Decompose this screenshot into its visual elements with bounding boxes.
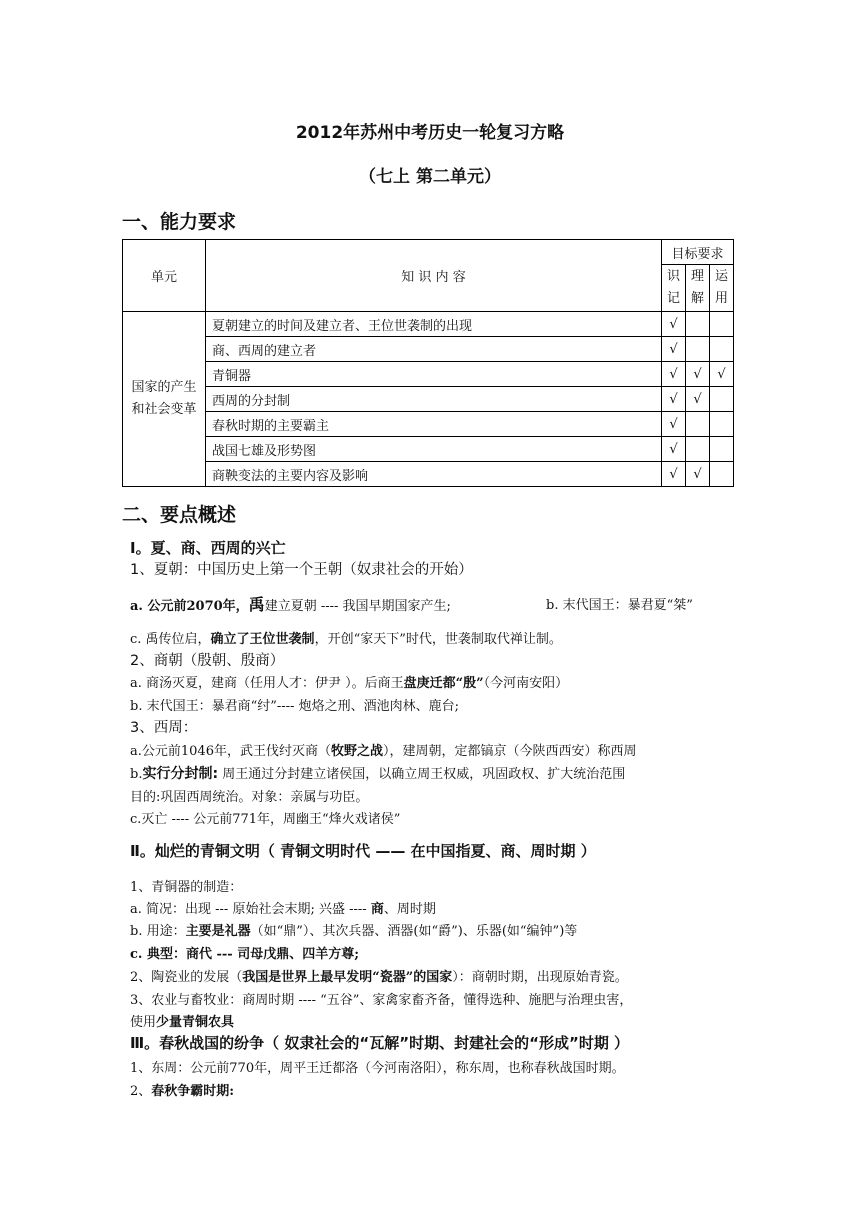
text-line: b. 末代国王：暴君商“纣”---- 炮烙之刑、酒池肉林、鹿台; bbox=[130, 699, 459, 714]
content-cell: 战国七雄及形势图 bbox=[206, 437, 662, 462]
ability-table bbox=[122, 239, 734, 487]
part-heading-2: Ⅱ。灿烂的青铜文明（ 青铜文明时代 —— 在中国指夏、商、周时期 ） bbox=[130, 842, 596, 860]
table-row bbox=[123, 337, 734, 362]
part-heading-1: Ⅰ。夏、商、西周的兴亡 bbox=[130, 539, 286, 557]
text-line: a. 公元前2070年，禹建立夏朝 ---- 我国早期国家产生; bbox=[130, 595, 451, 614]
col-unit-header: 单元 bbox=[123, 240, 206, 312]
text-line: b. 用途：主要是礼器（如“鼎”）、其次兵器、酒器(如“爵”)、乐器(如“编钟”)等 bbox=[130, 924, 578, 939]
subheading-shang: 2、商朝（殷朝、殷商） bbox=[130, 653, 285, 669]
check-cell bbox=[710, 412, 734, 437]
table-row bbox=[123, 437, 734, 462]
check-cell: √ bbox=[662, 312, 686, 337]
text-line: c. 典型：商代 --- 司母戊鼎、四羊方尊; bbox=[130, 947, 360, 962]
text-line: a.公元前1046年，武王伐纣灭商（牧野之战），建周朝，定都镐京（今陕西西安）称西周 bbox=[130, 744, 637, 759]
check-cell: √ bbox=[710, 362, 734, 387]
check-cell bbox=[710, 462, 734, 487]
text-line: 2、陶瓷业的发展（我国是世界上最早发明“瓷器”的国家）：商朝时期，出现原始青瓷。 bbox=[130, 970, 628, 985]
check-cell bbox=[686, 437, 710, 462]
text-line: 3、农业与畜牧业：商周时期 ---- “五谷”、家禽家畜齐备，懂得选种、施肥与治理虫害， bbox=[130, 993, 633, 1008]
table-header-row bbox=[123, 240, 734, 265]
part-heading-3: Ⅲ。春秋战国的纷争（ 奴隶社会的“瓦解”时期、封建社会的“形成”时期 ） bbox=[130, 1034, 630, 1052]
content-cell: 商、西周的建立者 bbox=[206, 337, 662, 362]
unit-name-cell: 国家的产生 和社会变革 bbox=[123, 312, 206, 487]
text-line: 1、东周：公元前770年，周平王迁都洛（今河南洛阳），称东周，也称春秋战国时期。 bbox=[130, 1061, 625, 1076]
table-row bbox=[123, 462, 734, 487]
text-line: c. 禹传位启，确立了王位世袭制，开创“家天下”时代，世袭制取代禅让制。 bbox=[130, 632, 562, 647]
text-line: b. 末代国王：暴君夏“桀” bbox=[546, 598, 693, 613]
level-header: 运 用 bbox=[710, 265, 734, 312]
col-target-header: 目标要求 bbox=[662, 240, 734, 265]
text-line: a. 商汤灭夏，建商（任用人才：伊尹 ）。后商王盘庚迁都“殷”（今河南安阳） bbox=[130, 676, 569, 691]
check-cell: √ bbox=[662, 387, 686, 412]
table-row bbox=[123, 362, 734, 387]
check-cell: √ bbox=[662, 362, 686, 387]
text-line: c.灭亡 ---- 公元前771年，周幽王“烽火戏诸侯” bbox=[130, 812, 401, 827]
text-line: a. 简况：出现 --- 原始社会末期; 兴盛 ---- 商、周时期 bbox=[130, 902, 436, 917]
col-content-header: 知 识 内 容 bbox=[206, 240, 662, 312]
content-cell: 商鞅变法的主要内容及影响 bbox=[206, 462, 662, 487]
check-cell bbox=[710, 387, 734, 412]
document-title: 2012年苏州中考历史一轮复习方略 bbox=[295, 123, 565, 143]
content-cell: 青铜器 bbox=[206, 362, 662, 387]
text-line: 目的:巩固西周统治。对象：亲属与功臣。 bbox=[130, 790, 369, 805]
level-header: 理 解 bbox=[686, 265, 710, 312]
check-cell: √ bbox=[662, 462, 686, 487]
check-cell: √ bbox=[662, 412, 686, 437]
table-row bbox=[123, 312, 734, 337]
subheading-xizhou: 3、西周： bbox=[130, 720, 198, 736]
text-line: 使用少量青铜农具 bbox=[130, 1015, 235, 1030]
check-cell: √ bbox=[662, 437, 686, 462]
level-header: 识 记 bbox=[662, 265, 686, 312]
document-subtitle: （七上 第二单元） bbox=[359, 167, 501, 187]
check-cell bbox=[686, 312, 710, 337]
text-line: b.实行分封制: 周王通过分封建立诸侯国，以确立周王权威，巩固政权、扩大统治范围 bbox=[130, 766, 626, 782]
check-cell bbox=[710, 337, 734, 362]
content-cell: 春秋时期的主要霸主 bbox=[206, 412, 662, 437]
table-row bbox=[123, 412, 734, 437]
content-cell: 夏朝建立的时间及建立者、王位世袭制的出现 bbox=[206, 312, 662, 337]
subheading-xia: 1、夏朝：中国历史上第一个王朝（奴隶社会的开始） bbox=[130, 562, 473, 578]
text-line: 2、春秋争霸时期: bbox=[130, 1084, 235, 1099]
check-cell bbox=[710, 312, 734, 337]
check-cell bbox=[710, 437, 734, 462]
section-heading-ability: 一、能力要求 bbox=[122, 211, 237, 233]
check-cell bbox=[686, 337, 710, 362]
text-line: 1、青铜器的制造： bbox=[130, 880, 243, 895]
section-heading-summary: 二、要点概述 bbox=[122, 504, 237, 526]
content-cell: 西周的分封制 bbox=[206, 387, 662, 412]
check-cell: √ bbox=[686, 462, 710, 487]
check-cell: √ bbox=[686, 362, 710, 387]
check-cell bbox=[686, 412, 710, 437]
table-row bbox=[123, 387, 734, 412]
check-cell: √ bbox=[686, 387, 710, 412]
check-cell: √ bbox=[662, 337, 686, 362]
